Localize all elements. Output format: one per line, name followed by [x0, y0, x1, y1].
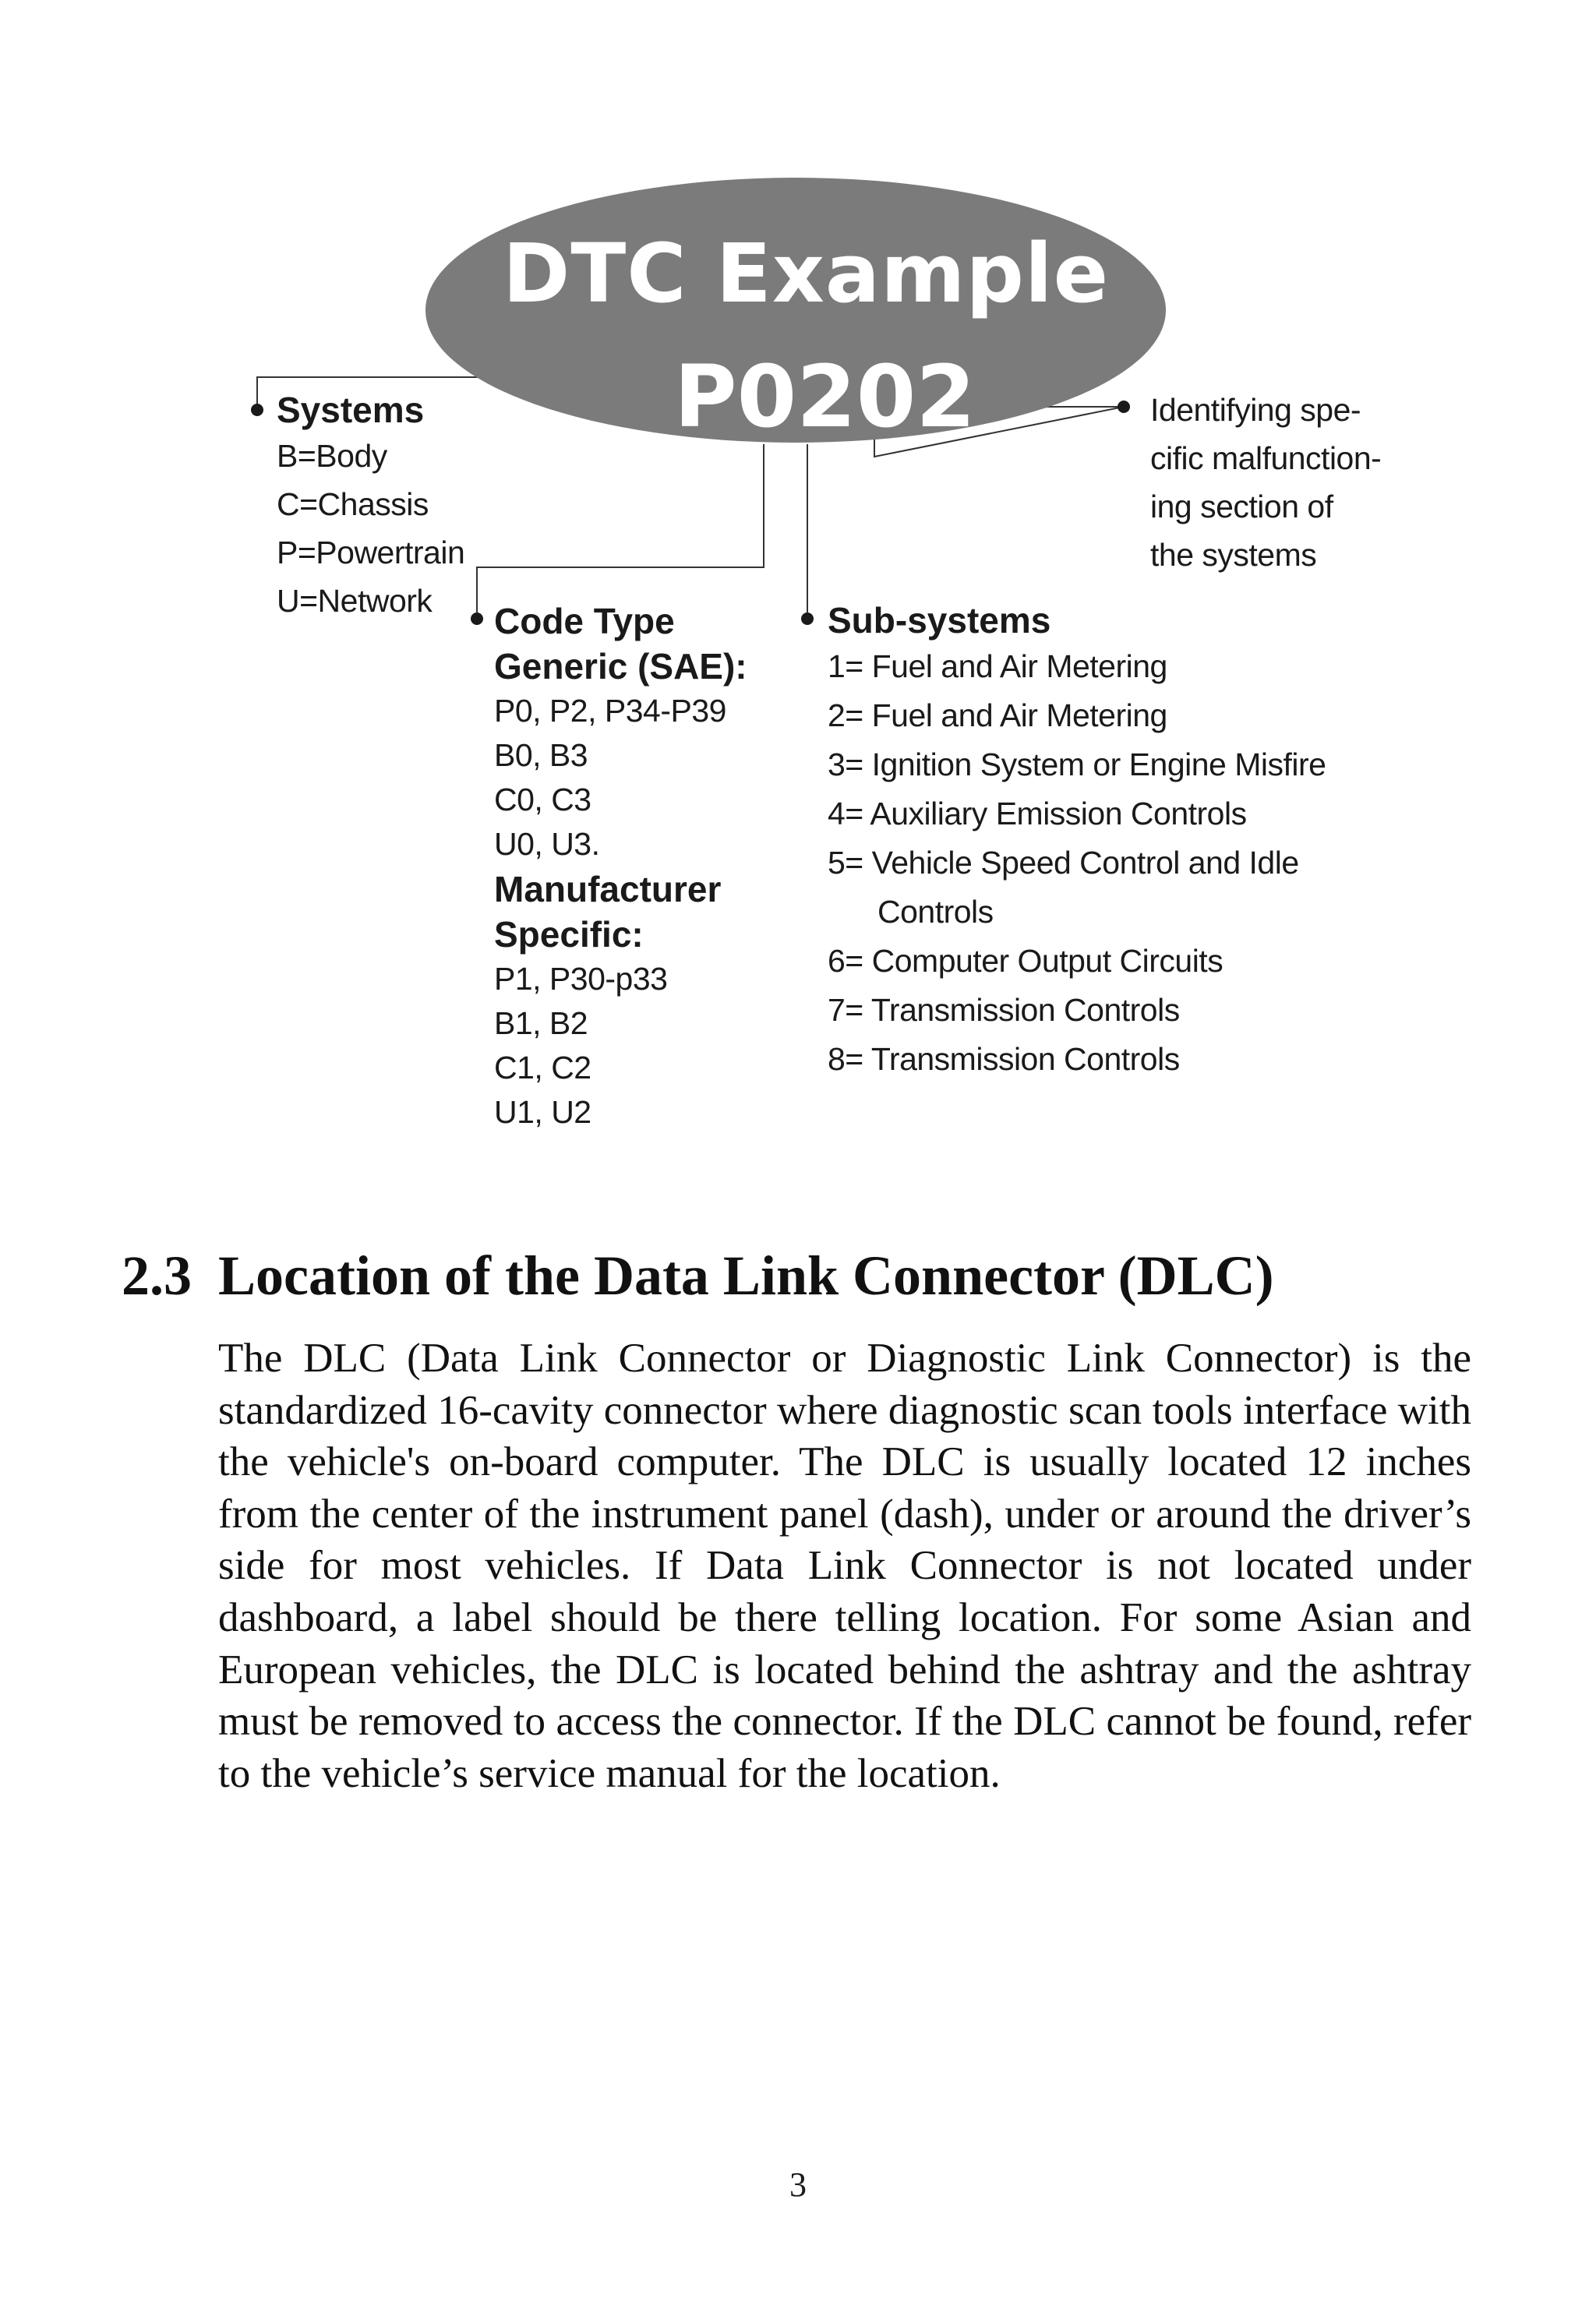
sub-systems-bullet-icon	[801, 612, 814, 625]
identifying-block	[1150, 386, 1384, 579]
section-paragraph: The DLC (Data Link Connector or Diagnostic Link Connector) is the standardized 16-cavity connector where diagnostic scan tools interface with the vehicle's on-board computer. The DLC is usually located 12 inches from the center of the instrument panel (dash), under or around the driver’s side for most vehicles. If Data Link Connector is not located under dashboard, a label should be there telling location. For some Asian and European vehicles, the DLC is located behind the ashtray and the ashtray must be removed to access the connector. If the DLC cannot be found, refer to the vehicle’s service manual for the location.	[218, 1336, 1471, 1796]
manufacturer-heading: Manufacturer	[494, 869, 722, 909]
sub-systems-item: 1= Fuel and Air Metering	[828, 648, 1167, 684]
systems-item: P=Powertrain	[277, 535, 465, 570]
generic-item: U0, U3.	[494, 826, 600, 862]
sub-systems-item: 3= Ignition System or Engine Misfire	[828, 747, 1326, 782]
systems-bullet-icon	[251, 404, 263, 416]
manufacturer-item: U1, U2	[494, 1094, 591, 1130]
systems-item: C=Chassis	[277, 486, 429, 522]
systems-item: U=Network	[277, 583, 433, 619]
generic-heading: Generic (SAE):	[494, 646, 747, 687]
sub-systems-heading: Sub-systems	[828, 600, 1051, 641]
identifying-line: Identifying spe-	[1150, 392, 1361, 428]
sub-systems-block	[828, 598, 1326, 1084]
sub-systems-item: 2= Fuel and Air Metering	[828, 697, 1167, 733]
identifying-line: ing section of	[1150, 489, 1333, 524]
manufacturer-item: C1, C2	[494, 1050, 591, 1085]
code-type-block	[494, 598, 747, 1135]
identifying-line: cific malfunction-	[1150, 440, 1382, 476]
manufacturer-item: P1, P30-p33	[494, 961, 668, 997]
sub-systems-item: Controls	[877, 894, 994, 930]
sub-systems-item: 8= Transmission Controls	[828, 1041, 1180, 1077]
section-number: 2.3	[122, 1244, 192, 1307]
sub-systems-item: 4= Auxiliary Emission Controls	[828, 796, 1247, 831]
generic-item: P0, P2, P34-P39	[494, 693, 726, 729]
systems-item: B=Body	[277, 438, 387, 474]
sub-systems-item: 5= Vehicle Speed Control and Idle	[828, 845, 1299, 881]
section-title: Location of the Data Link Connector (DLC)	[218, 1244, 1274, 1307]
systems-block	[277, 388, 464, 625]
manufacturer-heading: Specific:	[494, 914, 644, 955]
sub-systems-item: 7= Transmission Controls	[828, 992, 1180, 1028]
code-type-heading: Code Type	[494, 601, 675, 641]
generic-item: B0, B3	[494, 737, 588, 773]
identifying-bullet-icon	[1118, 401, 1130, 413]
systems-heading: Systems	[277, 390, 425, 430]
code-type-bullet-icon	[471, 612, 483, 625]
diagram-title: DTC Example	[503, 226, 1110, 321]
manufacturer-item: B1, B2	[494, 1005, 588, 1041]
identifying-line: the systems	[1150, 537, 1317, 573]
sub-systems-item: 6= Computer Output Circuits	[828, 943, 1223, 979]
page-number: 3	[789, 2166, 807, 2204]
section-heading	[122, 1244, 1274, 1308]
generic-item: C0, C3	[494, 782, 591, 817]
dtc-code: P0202	[674, 347, 976, 447]
